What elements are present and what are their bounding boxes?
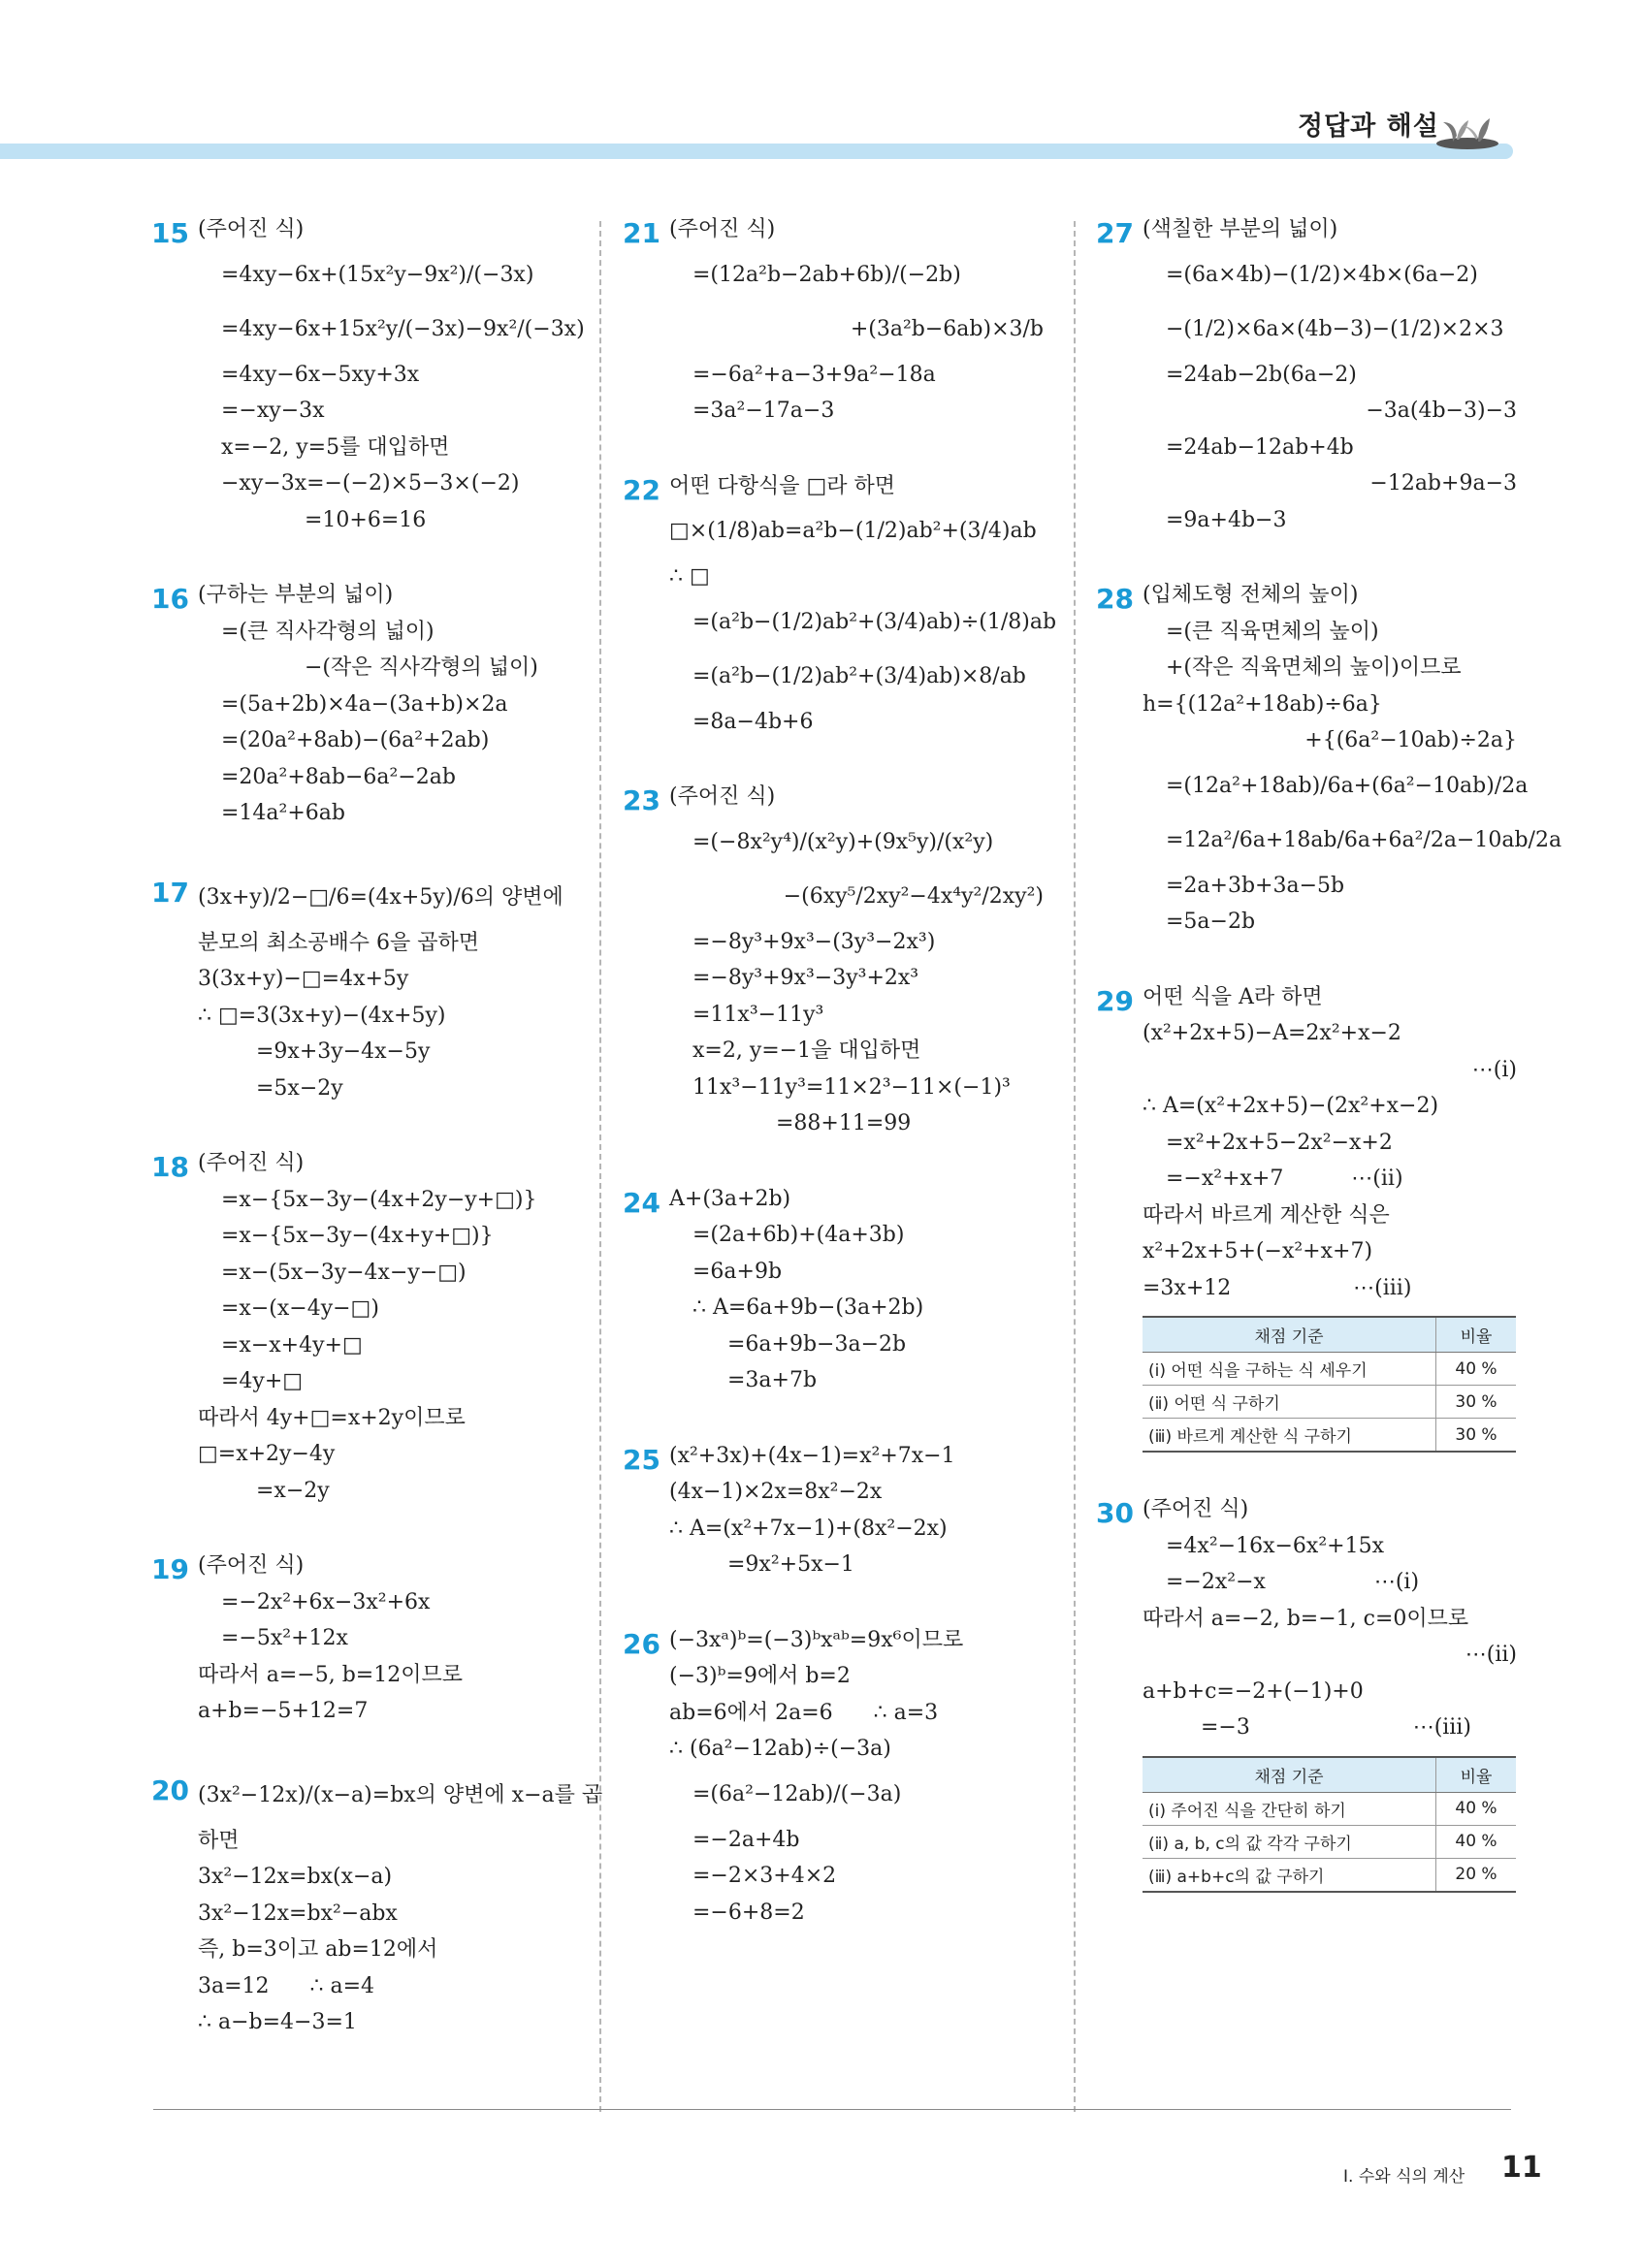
- footer-section: Ⅰ. 수와 식의 계산: [1343, 2167, 1465, 2187]
- solution-line: (x²+3x)+(4x−1)=x²+7x−1: [669, 1443, 955, 1468]
- grading-criterion: (ⅲ) a+b+c의 값 구하기: [1143, 1858, 1436, 1892]
- solution-line: =5x−2y: [256, 1075, 343, 1101]
- solution-line: 어떤 다항식을 □라 하면: [669, 473, 896, 498]
- solution-line: =4xy−6x+15x²y/(−3x)−9x²/(−3x): [221, 316, 585, 341]
- solution-line: ⋯(ⅰ): [1471, 1057, 1517, 1082]
- solution-line: x=−2, y=5를 대입하면: [221, 434, 450, 460]
- problem-number: 17: [151, 876, 189, 909]
- solution-line: =−5x²+12x: [221, 1626, 348, 1650]
- grading-criterion: (ⅰ) 어떤 식을 구하는 식 세우기: [1143, 1353, 1436, 1386]
- header-title: 정답과 해설: [1298, 112, 1439, 142]
- solution-line: =x²+2x+5−2x²−x+2: [1166, 1130, 1393, 1155]
- solution-line: =(큰 직육면체의 높이): [1166, 619, 1379, 644]
- solution-line: =−6a²+a−3+9a²−18a: [692, 362, 936, 387]
- solution-line: x²+2x+5+(−x²+x+7): [1143, 1239, 1373, 1263]
- solution-line: =88+11=99: [776, 1111, 912, 1135]
- solution-line: =−8y³+9x³−(3y³−2x³): [692, 929, 936, 954]
- grading-row: [1143, 1353, 1516, 1386]
- problem-number: 22: [623, 473, 660, 506]
- solution-line: =x−x+4y+□: [221, 1332, 363, 1358]
- solution-line: 어떤 식을 A라 하면: [1143, 984, 1323, 1009]
- solution-line: =8a−4b+6: [692, 709, 814, 734]
- problem-number: 15: [151, 217, 189, 249]
- solution-line: =−2x²+6x−3x²+6x: [221, 1589, 431, 1614]
- solution-line: 11x³−11y³=11×2³−11×(−1)³: [692, 1074, 1011, 1100]
- solution-line: =−x²+x+7 ⋯(ⅱ): [1166, 1166, 1403, 1191]
- problem-18: [153, 1145, 585, 1509]
- solution-line: ∴ □=3(3x+y)−(4x+5y): [198, 1003, 446, 1028]
- solution-line: −(작은 직사각형의 넓이): [305, 655, 538, 680]
- problem-number: 16: [151, 583, 189, 615]
- solution-line: =12a²/6a+18ab/6a+6a²/2a−10ab/2a: [1166, 827, 1562, 852]
- grading-table: [1143, 1316, 1516, 1453]
- solution-line: ∴ □: [669, 564, 710, 589]
- solution-line: =−3 ⋯(ⅲ): [1201, 1715, 1471, 1740]
- solution-line: (3x+y)/2−□/6=(4x+5y)/6의 양변에: [198, 884, 563, 910]
- solution-line: =4x²−16x−6x²+15x: [1166, 1533, 1384, 1558]
- solution-line: =3a+7b: [727, 1368, 818, 1392]
- problem-25: [625, 1438, 1051, 1583]
- solution-line: =11x³−11y³: [692, 1002, 824, 1027]
- solution-body: [153, 211, 585, 538]
- solution-line: 3x²−12x=bx(x−a): [198, 1865, 393, 1889]
- solution-line: −(6xy⁵/2xy²−4x⁴y²/2xy²): [783, 883, 1044, 909]
- solution-line: ∴ A=(x²+2x+5)−(2x²+x−2): [1143, 1094, 1439, 1118]
- column-2: [623, 211, 1057, 1969]
- solution-line: ∴ A=6a+9b−(3a+2b): [692, 1295, 924, 1320]
- solution-body: [1098, 211, 1525, 538]
- problem-number: 19: [151, 1553, 189, 1585]
- solution-line: =6a+9b: [692, 1259, 783, 1284]
- solution-line: ∴ a−b=4−3=1: [198, 2010, 357, 2034]
- solution-line: =(a²b−(1/2)ab²+(3/4)ab)×8/ab: [692, 663, 1026, 688]
- problem-15: [153, 211, 585, 538]
- solution-line: =9a+4b−3: [1166, 507, 1287, 532]
- grading-header-criteria: 채점 기준: [1143, 1757, 1436, 1793]
- solution-line: ab=6에서 2a=6 ∴ a=3: [669, 1700, 939, 1725]
- problem-number: 29: [1096, 984, 1134, 1017]
- solution-line: =4xy−6x+(15x²y−9x²)/(−3x): [221, 262, 534, 287]
- grading-ratio: 40 %: [1436, 1353, 1517, 1386]
- solution-line: 하면: [198, 1828, 240, 1853]
- problem-19: [153, 1548, 585, 1730]
- solution-line: a+b=−5+12=7: [198, 1699, 369, 1723]
- solution-body: [1098, 577, 1562, 941]
- solution-line: =−2x²−x ⋯(ⅰ): [1166, 1570, 1420, 1594]
- solution-line: =4xy−6x−5xy+3x: [221, 362, 420, 387]
- solution-line: −xy−3x=−(−2)×5−3×(−2): [221, 471, 520, 495]
- problem-24: [625, 1181, 1051, 1399]
- solution-line: =−xy−3x: [221, 399, 325, 423]
- solution-line: (4x−1)×2x=8x²−2x: [669, 1480, 883, 1504]
- grading-row: [1143, 1419, 1516, 1453]
- problem-30: [1098, 1491, 1525, 1893]
- solution-line: A+(3a+2b): [669, 1186, 791, 1211]
- problem-number: 20: [151, 1773, 189, 1806]
- problem-27: [1098, 211, 1525, 538]
- column-3: [1096, 211, 1562, 1932]
- solution-line: 따라서 a=−5, b=12이므로: [198, 1662, 463, 1687]
- problem-number: 21: [623, 217, 660, 249]
- solution-line: (−3xᵃ)ᵇ=(−3)ᵇxᵃᵇ=9x⁶이므로: [669, 1627, 964, 1652]
- grading-table: [1143, 1756, 1516, 1893]
- solution-line: (주어진 식): [198, 1553, 305, 1578]
- solution-line: (주어진 식): [669, 784, 776, 809]
- column-separator: [1074, 221, 1076, 2112]
- solution-line: =(−8x²y⁴)/(x²y)+(9x⁵y)/(x²y): [692, 829, 994, 854]
- solution-line: =(20a²+8ab)−(6a²+2ab): [221, 728, 490, 752]
- solution-line: −3a(4b−3)−3: [1366, 399, 1517, 423]
- solution-line: (3x²−12x)/(x−a)=bx의 양변에 x−a를 곱: [198, 1782, 603, 1807]
- grading-criterion: (ⅲ) 바르게 계산한 식 구하기: [1143, 1419, 1436, 1453]
- solution-line: =2a+3b+3a−5b: [1166, 873, 1345, 898]
- solution-line: =(12a²+18ab)/6a+(6a²−10ab)/2a: [1166, 773, 1529, 798]
- solution-line: =10+6=16: [305, 507, 427, 532]
- solution-line: =(2a+6b)+(4a+3b): [692, 1223, 905, 1247]
- solution-body: [625, 211, 1051, 430]
- grading-ratio: 40 %: [1436, 1792, 1517, 1825]
- problem-26: [625, 1622, 1051, 1932]
- solution-body: [625, 468, 1057, 741]
- solution-line: =4y+□: [221, 1369, 304, 1393]
- problem-number: 27: [1096, 217, 1134, 249]
- solution-line: =(6a×4b)−(1/2)×4b×(6a−2): [1166, 262, 1478, 287]
- grading-criterion: (ⅱ) a, b, c의 값 각각 구하기: [1143, 1825, 1436, 1858]
- solution-line: =(큰 직사각형의 넓이): [221, 619, 435, 644]
- solution-line: −(1/2)×6a×(4b−3)−(1/2)×2×3: [1166, 316, 1504, 341]
- solution-line: 3a=12 ∴ a=4: [198, 1973, 375, 1998]
- solution-line: (구하는 부분의 넓이): [198, 583, 394, 607]
- grading-criterion: (ⅰ) 주어진 식을 간단히 하기: [1143, 1792, 1436, 1825]
- problem-number: 30: [1096, 1497, 1134, 1529]
- solution-line: 따라서 a=−2, b=−1, c=0이므로: [1143, 1606, 1469, 1631]
- solution-line: □=x+2y−4y: [198, 1442, 336, 1466]
- solution-line: =20a²+8ab−6a²−2ab: [221, 764, 456, 789]
- solution-line: a+b+c=−2+(−1)+0: [1143, 1678, 1364, 1704]
- grading-row: [1143, 1825, 1516, 1858]
- solution-line: 즉, b=3이고 ab=12에서: [198, 1937, 438, 1962]
- grading-ratio: 20 %: [1436, 1858, 1517, 1892]
- solution-line: =24ab−2b(6a−2): [1166, 362, 1357, 387]
- solution-body: [153, 1145, 585, 1509]
- solution-line: =9x²+5x−1: [727, 1552, 854, 1577]
- solution-body: [153, 1769, 603, 2041]
- grading-ratio: 40 %: [1436, 1825, 1517, 1858]
- solution-line: 따라서 4y+□=x+2y이므로: [198, 1405, 466, 1430]
- solution-line: =3x+12 ⋯(ⅲ): [1143, 1275, 1412, 1300]
- solution-line: (주어진 식): [669, 217, 776, 241]
- problem-28: [1096, 577, 1562, 941]
- grading-ratio: 30 %: [1436, 1419, 1517, 1453]
- solution-body: [153, 1548, 585, 1730]
- solution-line: =14a²+6ab: [221, 801, 345, 825]
- header-bar: [0, 144, 1513, 159]
- solution-line: 따라서 바르게 계산한 식은: [1143, 1202, 1390, 1228]
- solution-line: +{(6a²−10ab)÷2a}: [1304, 728, 1517, 752]
- solution-body: [625, 1622, 1051, 1932]
- solution-line: =x−{5x−3y−(4x+2y−y+□)}: [221, 1187, 537, 1212]
- problem-17: [153, 871, 585, 1107]
- grading-ratio: 30 %: [1436, 1386, 1517, 1419]
- solution-line: (입체도형 전체의 높이): [1143, 583, 1359, 607]
- solution-body: [1098, 979, 1525, 1453]
- grading-row: [1143, 1858, 1516, 1892]
- solution-line: +(작은 직육면체의 높이)이므로: [1166, 655, 1462, 680]
- sprout-icon: [1433, 101, 1501, 149]
- grading-header-ratio: 비율: [1436, 1317, 1517, 1353]
- solution-line: ∴ (6a²−12ab)÷(−3a): [669, 1737, 891, 1761]
- solution-line: =x−(x−4y−□): [221, 1296, 379, 1321]
- column-1: [151, 211, 603, 2080]
- problem-23: [625, 779, 1051, 1142]
- solution-line: =5a−2b: [1166, 910, 1256, 934]
- problem-number: 18: [151, 1151, 189, 1183]
- problem-20: [151, 1769, 603, 2041]
- grading-header-ratio: 비율: [1436, 1757, 1517, 1793]
- grading-criterion: (ⅱ) 어떤 식 구하기: [1143, 1386, 1436, 1419]
- footer-rule: [153, 2109, 1511, 2110]
- solution-body: [153, 577, 585, 832]
- solution-line: 3x²−12x=bx²−abx: [198, 1901, 398, 1926]
- solution-line: =−6+8=2: [692, 1900, 805, 1925]
- solution-line: +(3a²b−6ab)×3/b: [850, 316, 1044, 341]
- solution-line: −12ab+9a−3: [1369, 471, 1517, 495]
- solution-line: (−3)ᵇ=9에서 b=2: [669, 1664, 851, 1688]
- solution-line: =(6a²−12ab)/(−3a): [692, 1781, 902, 1806]
- problem-number: 23: [623, 784, 660, 816]
- solution-line: =x−2y: [256, 1478, 330, 1503]
- solution-line: (주어진 식): [198, 1151, 305, 1175]
- problem-number: 25: [623, 1443, 660, 1476]
- solution-line: h={(12a²+18ab)÷6a}: [1143, 691, 1382, 717]
- solution-line: □×(1/8)ab=a²b−(1/2)ab²+(3/4)ab: [669, 519, 1037, 543]
- solution-line: =−2a+4b: [692, 1827, 800, 1852]
- solution-line: =(5a+2b)×4a−(3a+b)×2a: [221, 691, 508, 717]
- solution-line: ⋯(ⅱ): [1465, 1643, 1517, 1667]
- problem-29: [1098, 979, 1525, 1453]
- grading-header-criteria: 채점 기준: [1143, 1317, 1436, 1353]
- solution-line: =3a²−17a−3: [692, 399, 835, 423]
- solution-line: =24ab−12ab+4b: [1166, 434, 1354, 460]
- solution-body: [625, 1438, 1051, 1583]
- solution-body: [625, 779, 1051, 1142]
- solution-line: =x−{5x−3y−(4x+y+□)}: [221, 1224, 494, 1248]
- solution-line: =6a+9b−3a−2b: [727, 1331, 907, 1357]
- solution-line: 분모의 최소공배수 6을 곱하면: [198, 930, 480, 955]
- problem-16: [153, 577, 585, 832]
- solution-line: x=2, y=−1을 대입하면: [692, 1038, 921, 1063]
- grading-row: [1143, 1792, 1516, 1825]
- solution-line: =x−(5x−3y−4x−y−□): [221, 1260, 467, 1285]
- problem-21: [625, 211, 1051, 430]
- solution-line: =−2×3+4×2: [692, 1864, 837, 1888]
- solution-line: =9x+3y−4x−5y: [256, 1039, 431, 1064]
- solution-line: ∴ A=(x²+7x−1)+(8x²−2x): [669, 1516, 948, 1541]
- problem-number: 28: [1096, 583, 1134, 615]
- solution-line: =(a²b−(1/2)ab²+(3/4)ab)÷(1/8)ab: [692, 609, 1057, 634]
- problem-number: 26: [623, 1627, 660, 1660]
- solution-line: =−8y³+9x³−3y³+2x³: [692, 966, 919, 990]
- grading-row: [1143, 1386, 1516, 1419]
- solution-line: =(12a²b−2ab+6b)/(−2b): [692, 262, 961, 287]
- solution-line: (주어진 식): [1143, 1497, 1249, 1521]
- problem-22: [623, 468, 1057, 741]
- solution-body: [153, 871, 585, 1107]
- solution-body: [625, 1181, 1051, 1399]
- problem-number: 24: [623, 1186, 660, 1219]
- solution-line: (주어진 식): [198, 217, 305, 241]
- page-number: 11: [1501, 2151, 1542, 2185]
- solution-body: [1098, 1491, 1525, 1893]
- solution-line: 3(3x+y)−□=4x+5y: [198, 967, 409, 991]
- solution-line: (색칠한 부분의 넓이): [1143, 217, 1338, 241]
- column-separator: [599, 221, 601, 2112]
- solution-line: (x²+2x+5)−A=2x²+x−2: [1143, 1021, 1401, 1045]
